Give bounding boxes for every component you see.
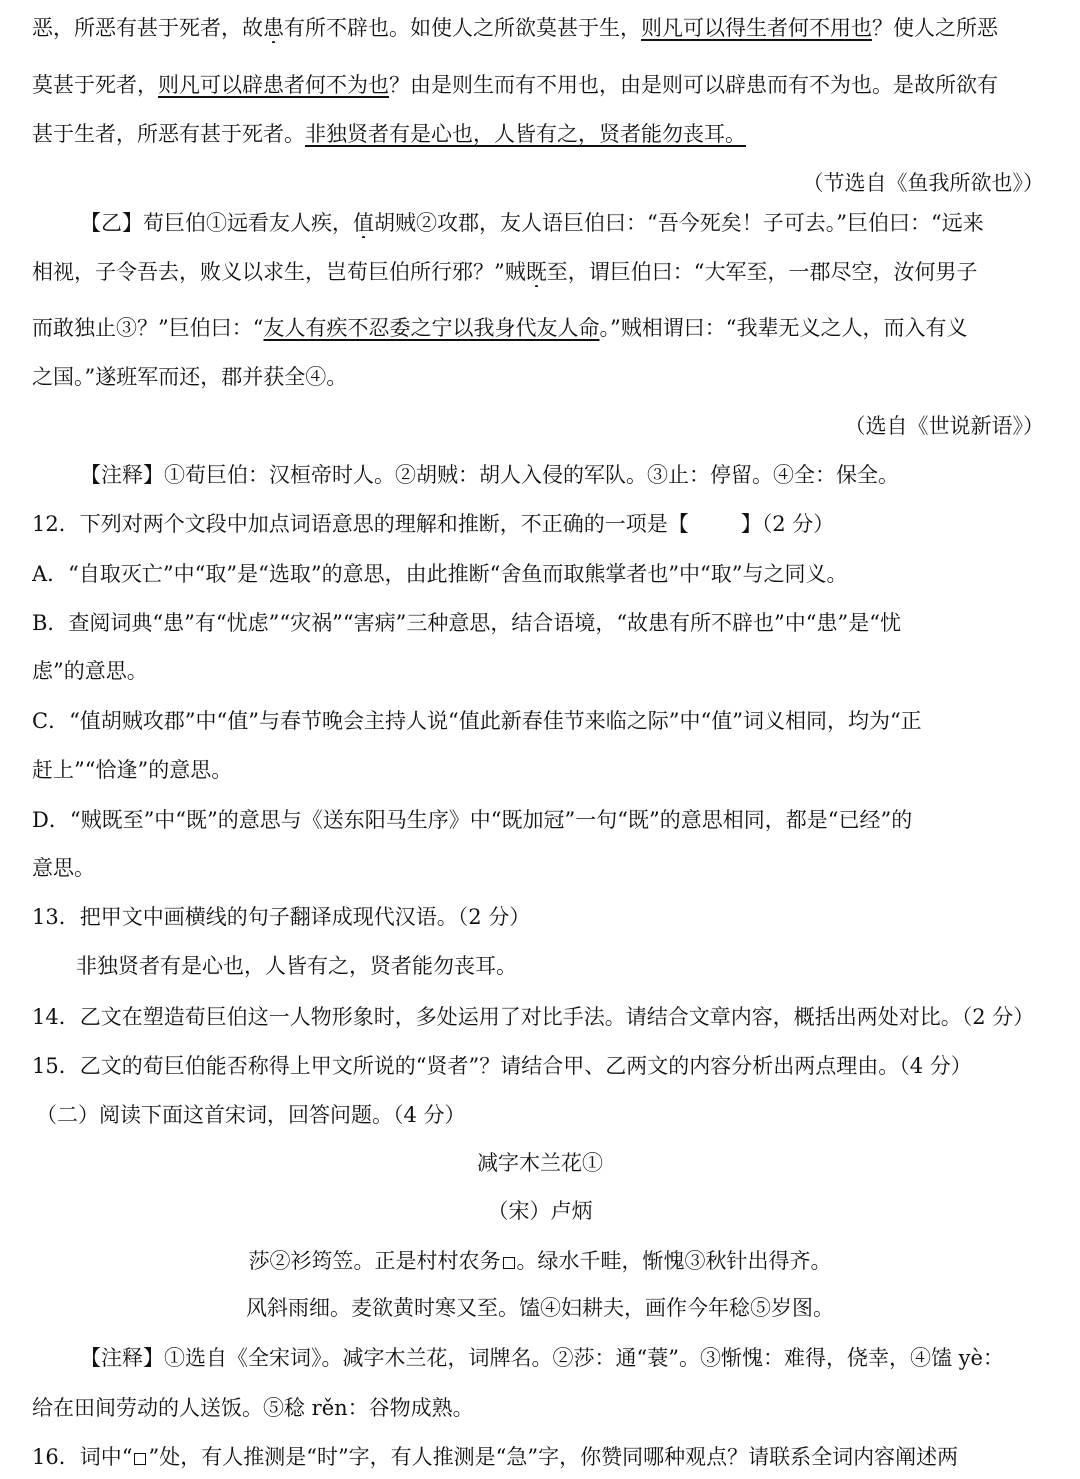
underlined-sentence: 则凡可以得生者何不用也 [641, 16, 872, 40]
option-b-line-1: B．查阅词典“患”有“忧虑”“灾祸”“害病”三种意思，结合语境，“故患有所不辟也”中“患”是“忧 [32, 611, 901, 635]
question-16-stem: 16．词中“ ”处，有人推测是“时”字，有人推测是“急”字，你赞同哪种观点？请联系全词内容阐述两 [32, 1445, 959, 1469]
passage-jia-source: （节选自《鱼我所欲也》） [802, 171, 1044, 195]
passage-yi-source: （选自《世说新语》） [844, 414, 1044, 438]
question-12-stem: 12．下列对两个文段中加点词语意思的理解和推断，不正确的一项是【 】（2 分） [32, 512, 835, 536]
poem-author: （宋）卢炳 [487, 1199, 593, 1223]
dotted-word-zhi: 值 [353, 211, 374, 235]
passage-yi-line-3: 而敢独止③？”巨伯曰：“友人有疾不忍委之宁以我身代友人命。”贼相谓曰：“我辈无义之人，而入有义 [32, 316, 968, 340]
underlined-sentence: 友人有疾不忍委之宁以我身代友人命 [263, 316, 600, 340]
option-d-line-1: D．“贼既至”中“既”的意思与《送东阳马生序》中“既加冠”一句“既”的意思相同，都是“已经”的 [32, 808, 913, 832]
passage-jia-line-3: 甚于生者，所恶有甚于死者。非独贤者有是心也，人皆有之，贤者能勿丧耳。 [32, 122, 746, 146]
dotted-word-ji: 既 [525, 260, 547, 284]
poem-note-line-1: 【注释】①选自《全宋词》。减字木兰花，词牌名。②莎：通“蓑”。③惭愧：难得，侥幸，④馌 yè： [80, 1346, 1004, 1370]
option-c-line-2: 赶上”“恰逢”的意思。 [32, 758, 233, 782]
question-13-sentence: 非独贤者有是心也，人皆有之，贤者能勿丧耳。 [76, 954, 517, 978]
question-13-stem: 13．把甲文中画横线的句子翻译成现代汉语。（2 分） [32, 905, 531, 929]
passage-jia-line-1: 恶，所恶有甚于死者，故患有所不辟也。如使人之所欲莫甚于生，则凡可以得生者何不用也？使人之所恶 [32, 16, 998, 40]
poem-line-2: 风斜雨细。麦欲黄时寒又至。馌④妇耕夫，画作今年稔⑤岁图。 [246, 1296, 834, 1320]
option-c-line-1: C．“值胡贼攻郡”中“值”与春节晚会主持人说“值此新春佳节来临之际”中“值”词义相同，均为“正 [32, 709, 922, 733]
question-15-stem: 15．乙文的荀巨伯能否称得上甲文所说的“贤者”？请结合甲、乙两文的内容分析出两点理由。（4 分） [32, 1054, 972, 1078]
missing-character-box [503, 1257, 515, 1269]
dotted-word-huan: 患 [263, 16, 284, 40]
option-a: A．“自取灭亡”中“取”是“选取”的意思，由此推断“舍鱼而取熊掌者也”中“取”与之同义。 [32, 562, 848, 586]
poem-note-line-2: 给在田间劳动的人送饭。⑤稔 rěn：谷物成熟。 [32, 1396, 474, 1420]
passage-yi-line-4: 之国。”遂班军而还，郡并获全④。 [32, 365, 348, 389]
passage-yi-line-1: 【乙】荀巨伯①远看友人疾，值胡贼②攻郡，友人语巨伯曰：“吾今死矣！子可去。”巨伯曰：“远来 [80, 211, 984, 235]
question-14-stem: 14．乙文在塑造荀巨伯这一人物形象时，多处运用了对比手法。请结合文章内容，概括出两处对比。（2 分） [32, 1005, 1035, 1029]
passage-yi-note: 【注释】①荀巨伯：汉桓帝时人。②胡贼：胡人入侵的军队。③止：停留。④全：保全。 [80, 463, 899, 487]
poem-title: 减字木兰花① [477, 1151, 603, 1175]
passage-jia-line-2: 莫甚于死者，则凡可以辟患者何不为也？由是则生而有不用也，由是则可以辟患而有不为也。是故所欲有 [32, 73, 998, 97]
underlined-sentence: 非独贤者有是心也，人皆有之，贤者能勿丧耳。 [305, 122, 746, 146]
section-2-heading: （二）阅读下面这首宋词，回答问题。（4 分） [36, 1103, 466, 1127]
passage-yi-line-2: 相视，子令吾去，败义以求生，岂荀巨伯所行邪？”贼既至，谓巨伯曰：“大军至，一郡尽空，汝何男子 [32, 260, 978, 284]
underlined-sentence: 则凡可以辟患者何不为也 [158, 73, 389, 97]
option-d-line-2: 意思。 [32, 856, 95, 880]
poem-line-1: 莎②衫筠笠。正是村村农务 。绿水千畦，惭愧③秋针出得齐。 [248, 1249, 832, 1273]
option-b-line-2: 虑”的意思。 [32, 659, 148, 683]
missing-character-box [134, 1453, 146, 1465]
